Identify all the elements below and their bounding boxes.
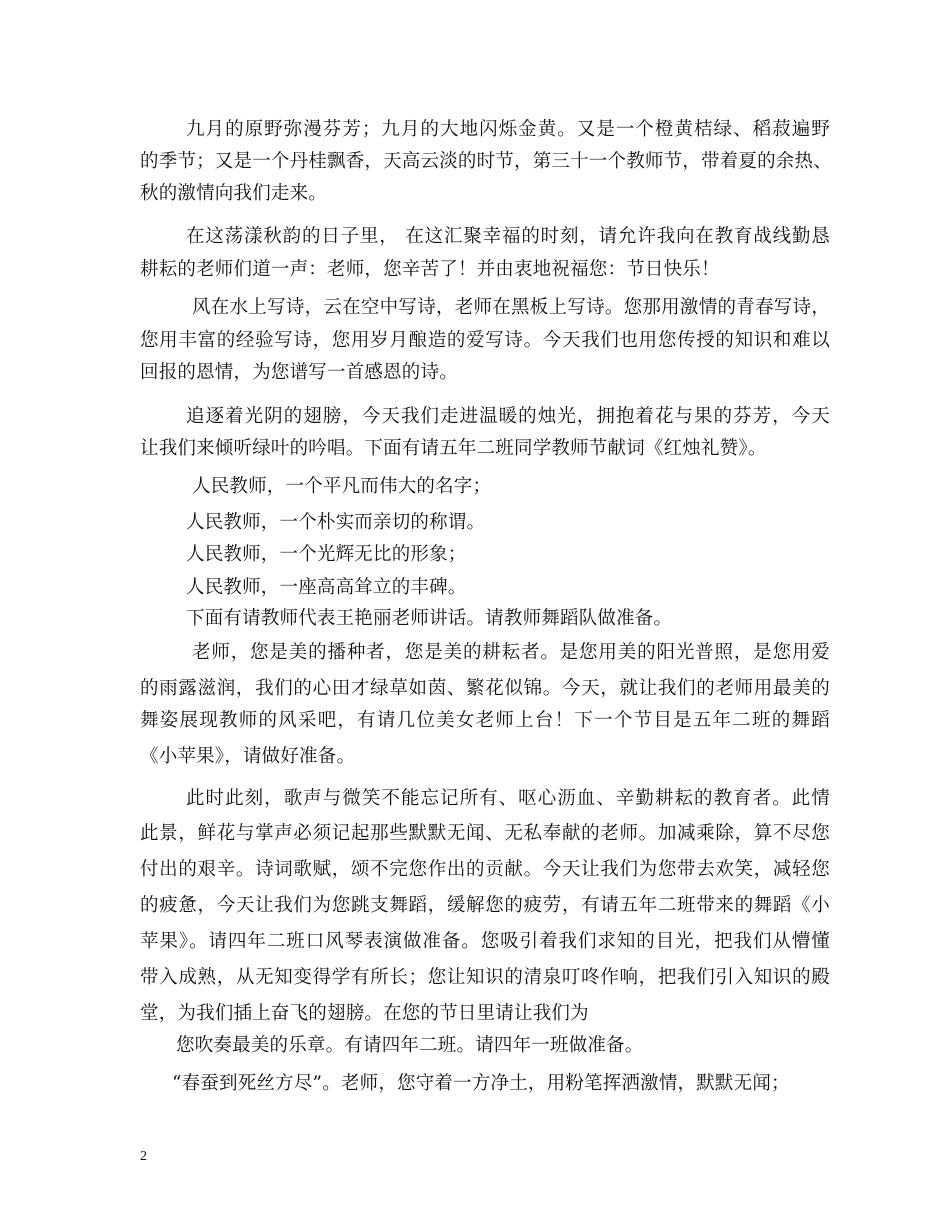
text-line: 带入成熟，从无知变得学有所长；您让知识的清泉叮咚作响，把我们引入知识的殿 [140, 967, 830, 988]
text-line: 回报的恩情，为您谱写一首感恩的诗。 [140, 362, 458, 383]
text-line: 的季节；又是一个丹桂飘香，天高云淡的时节，第三十一个教师节，带着夏的余热、 [140, 151, 832, 172]
text-line: 舞姿展现教师的风采吧，有请几位美女老师上台！下一个节目是五年二班的舞蹈 [140, 710, 830, 731]
text-line: 让我们来倾听绿叶的吟唱。下面有请五年二班同学教师节献词《红烛礼赞》。 [140, 438, 767, 459]
text-line: 人民教师，一个朴实而亲切的称谓。 [186, 512, 486, 533]
text-line: 下面有请教师代表王艳丽老师讲话。请教师舞蹈队做准备。 [186, 608, 673, 629]
text-line: 人民教师，一座高高耸立的丰碑。 [186, 577, 467, 598]
page-number: 2 [140, 1149, 147, 1164]
text-line: “春蚕到死丝方尽”。老师，您守着一方净土，用粉笔挥洒激情，默默无闻； [172, 1073, 790, 1094]
text-line: 追逐着光阴的翅膀，今天我们走进温暖的烛光，拥抱着花与果的芬芳，今天 [186, 406, 830, 427]
text-line: 的疲惫，今天让我们为您跳支舞蹈，缓解您的疲劳，有请五年二班带来的舞蹈《小 [140, 895, 830, 916]
text-line: 苹果》。请四年二班口风琴表演做准备。您吸引着我们求知的目光，把我们从懵懂 [140, 931, 830, 952]
text-line: 耕耘的老师们道一声：老师，您辛苦了！并由衷地祝福您：节日快乐！ [140, 259, 720, 280]
text-line: 在这荡漾秋韵的日子里， 在这汇聚幸福的时刻，请允许我向在教育战线勤恳 [186, 226, 830, 247]
text-line: 人民教师，一个平凡而伟大的名字； [192, 476, 492, 497]
text-line: 堂，为我们插上奋飞的翅膀。在您的节日里请让我们为 [140, 1003, 589, 1024]
text-line: 您吹奏最美的乐章。有请四年二班。请四年一班做准备。 [176, 1035, 644, 1056]
text-line: 风在水上写诗，云在空中写诗，老师在黑板上写诗。您那用激情的青春写诗， [192, 297, 830, 318]
text-line: 此景，鲜花与掌声必须记起那些默默无闻、无私奉献的老师。加减乘除，算不尽您 [140, 823, 830, 844]
text-line: 您用丰富的经验写诗，您用岁月酿造的爱写诗。今天我们也用您传授的知识和难以 [140, 330, 830, 351]
text-line: 《小苹果》，请做好准备。 [140, 746, 356, 767]
text-line: 老师，您是美的播种者，您是美的耕耘者。是您用美的阳光普照，是您用爱 [192, 642, 830, 663]
text-line: 此时此刻，歌声与微笑不能忘记所有、呕心沥血、辛勤耕耘的教育者。此情 [186, 788, 830, 809]
text-line: 九月的原野弥漫芬芳；九月的大地闪烁金黄。又是一个橙黄桔绿、稻菽遍野 [186, 119, 830, 140]
text-line: 人民教师，一个光辉无比的形象； [186, 544, 467, 565]
text-line: 付出的艰辛。诗词歌赋，颂不完您作出的贡献。今天让我们为您带去欢笑，减轻您 [140, 859, 830, 880]
text-line: 的雨露滋润，我们的心田才绿草如茵、繁花似锦。今天，就让我们的老师用最美的 [140, 678, 830, 699]
text-line: 秋的激情向我们走来。 [140, 183, 328, 204]
